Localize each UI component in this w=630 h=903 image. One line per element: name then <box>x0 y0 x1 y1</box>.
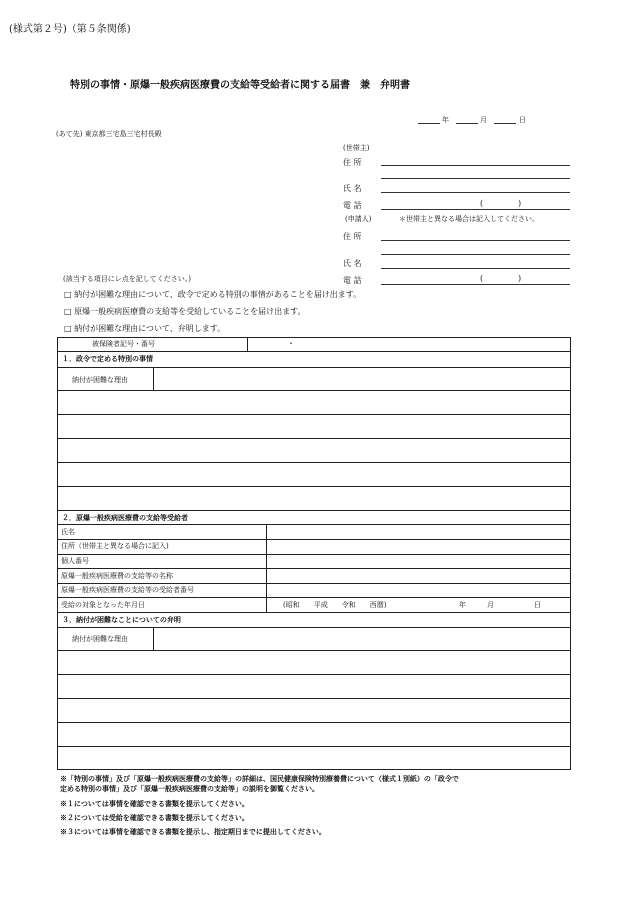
checkbox-icon[interactable]: □ <box>64 290 72 299</box>
section2-row-recipient-no: 原爆一般疾病医療費の支給等の受給者番号 <box>61 586 194 594</box>
check-label-3: 納付が困難な理由について、弁明します。 <box>74 324 226 333</box>
householder-address-field[interactable] <box>381 165 570 166</box>
date-year-label: 年 <box>442 116 449 124</box>
applicant-phone-label: 電 話 <box>343 276 362 285</box>
section1-reason-label: 納付が困難な理由 <box>72 376 128 384</box>
date-unit-day: 日 <box>534 601 541 609</box>
check-label-2: 原爆一般疾病医療費の支給等を受給していることを届け出ます。 <box>74 307 306 316</box>
applicant-address-field[interactable] <box>381 240 570 241</box>
householder-name-label: 氏 名 <box>343 184 362 193</box>
section2-row-name: 氏名 <box>61 528 75 536</box>
section3-reason-label: 納付が困難な理由 <box>72 635 128 643</box>
check-item-1[interactable] <box>64 289 361 300</box>
applicant-name-field[interactable] <box>381 268 570 269</box>
householder-name-field[interactable] <box>381 192 570 193</box>
insured-label: 被保険者記号・番号 <box>92 340 155 348</box>
householder-phone-paren-open: ( <box>480 199 484 208</box>
section2-row-benefit-name: 原爆一般疾病医療費の支給等の名称 <box>61 572 173 580</box>
applicant-name-label: 氏 名 <box>343 259 362 268</box>
note-1-cont: 定める特別の事情」及び「原爆一般疾病医療費の支給等」の説明を御覧ください。 <box>60 784 319 793</box>
section2-row-id: 個人番号 <box>61 557 89 565</box>
section2-row-address: 住所（世帯主と異なる場合に記入) <box>61 542 169 550</box>
applicant-phone-paren-open: ( <box>480 274 484 283</box>
check-instruction: (該当する項目にレ点を記してください。) <box>63 275 191 283</box>
note-4: ※３については事情を確認できる書類を提示し、指定期日までに提出してください。 <box>60 827 326 836</box>
section2-row-date: 受給の対象となった年月日 <box>61 601 145 609</box>
applicant-note: ＊世帯主と異なる場合は記入してください。 <box>399 215 539 223</box>
section3-reason-field[interactable] <box>58 651 570 769</box>
date-unit-month: 月 <box>487 601 494 609</box>
insured-separator: ・ <box>287 339 295 348</box>
applicant-heading: (申請人) <box>345 215 372 223</box>
section3-title: ３．納付が困難なことについての弁明 <box>62 615 181 624</box>
section1-reason-field[interactable] <box>58 391 570 509</box>
date-day-label: 日 <box>519 116 526 124</box>
householder-phone-paren-close: ) <box>518 199 522 208</box>
householder-address-label: 住 所 <box>343 158 362 167</box>
applicant-phone-field[interactable] <box>381 284 570 285</box>
note-3: ※２については受給を確認できる書類を提示してください。 <box>60 813 249 822</box>
check-label-1: 納付が困難な理由について、政令で定める特別の事情があることを届け出ます。 <box>74 290 362 299</box>
applicant-address-label: 住 所 <box>343 232 362 241</box>
applicant-address-field-2[interactable] <box>381 254 570 255</box>
addressee: (あて先) 東京都三宅島三宅村長殿 <box>56 130 162 138</box>
householder-address-field-2[interactable] <box>381 178 570 179</box>
householder-phone-field[interactable] <box>381 209 570 210</box>
householder-heading: (世帯主) <box>343 144 370 152</box>
checkbox-icon[interactable]: □ <box>64 324 72 333</box>
insured-number-field[interactable] <box>248 338 570 350</box>
date-unit-year: 年 <box>459 601 466 609</box>
check-item-3[interactable] <box>64 323 225 334</box>
applicant-phone-paren-close: ) <box>518 274 522 283</box>
section1-title: １．政令で定める特別の事情 <box>62 354 153 363</box>
note-2: ※１については事情を確認できる書類を提示してください。 <box>60 799 249 808</box>
era-options[interactable]: (昭和 平成 令和 西暦) <box>283 601 387 609</box>
page-title: 特別の事情・原爆一般疾病医療費の支給等受給者に関する届書 兼 弁明書 <box>70 80 410 91</box>
date-month-label: 月 <box>480 116 487 124</box>
form-label: (様式第２号)（第５条関係) <box>9 24 131 35</box>
note-1: ※「特別の事情」及び「原爆一般疾病医療費の支給等」の詳細は、国民健康保険特別療養費について（様式１別紙）の「政令で <box>60 774 459 783</box>
householder-phone-label: 電 話 <box>343 201 362 210</box>
checkbox-icon[interactable]: □ <box>64 307 72 316</box>
check-item-2[interactable] <box>64 306 305 317</box>
section2-title: ２．原爆一般疾病医療費の支給等受給者 <box>62 513 188 522</box>
